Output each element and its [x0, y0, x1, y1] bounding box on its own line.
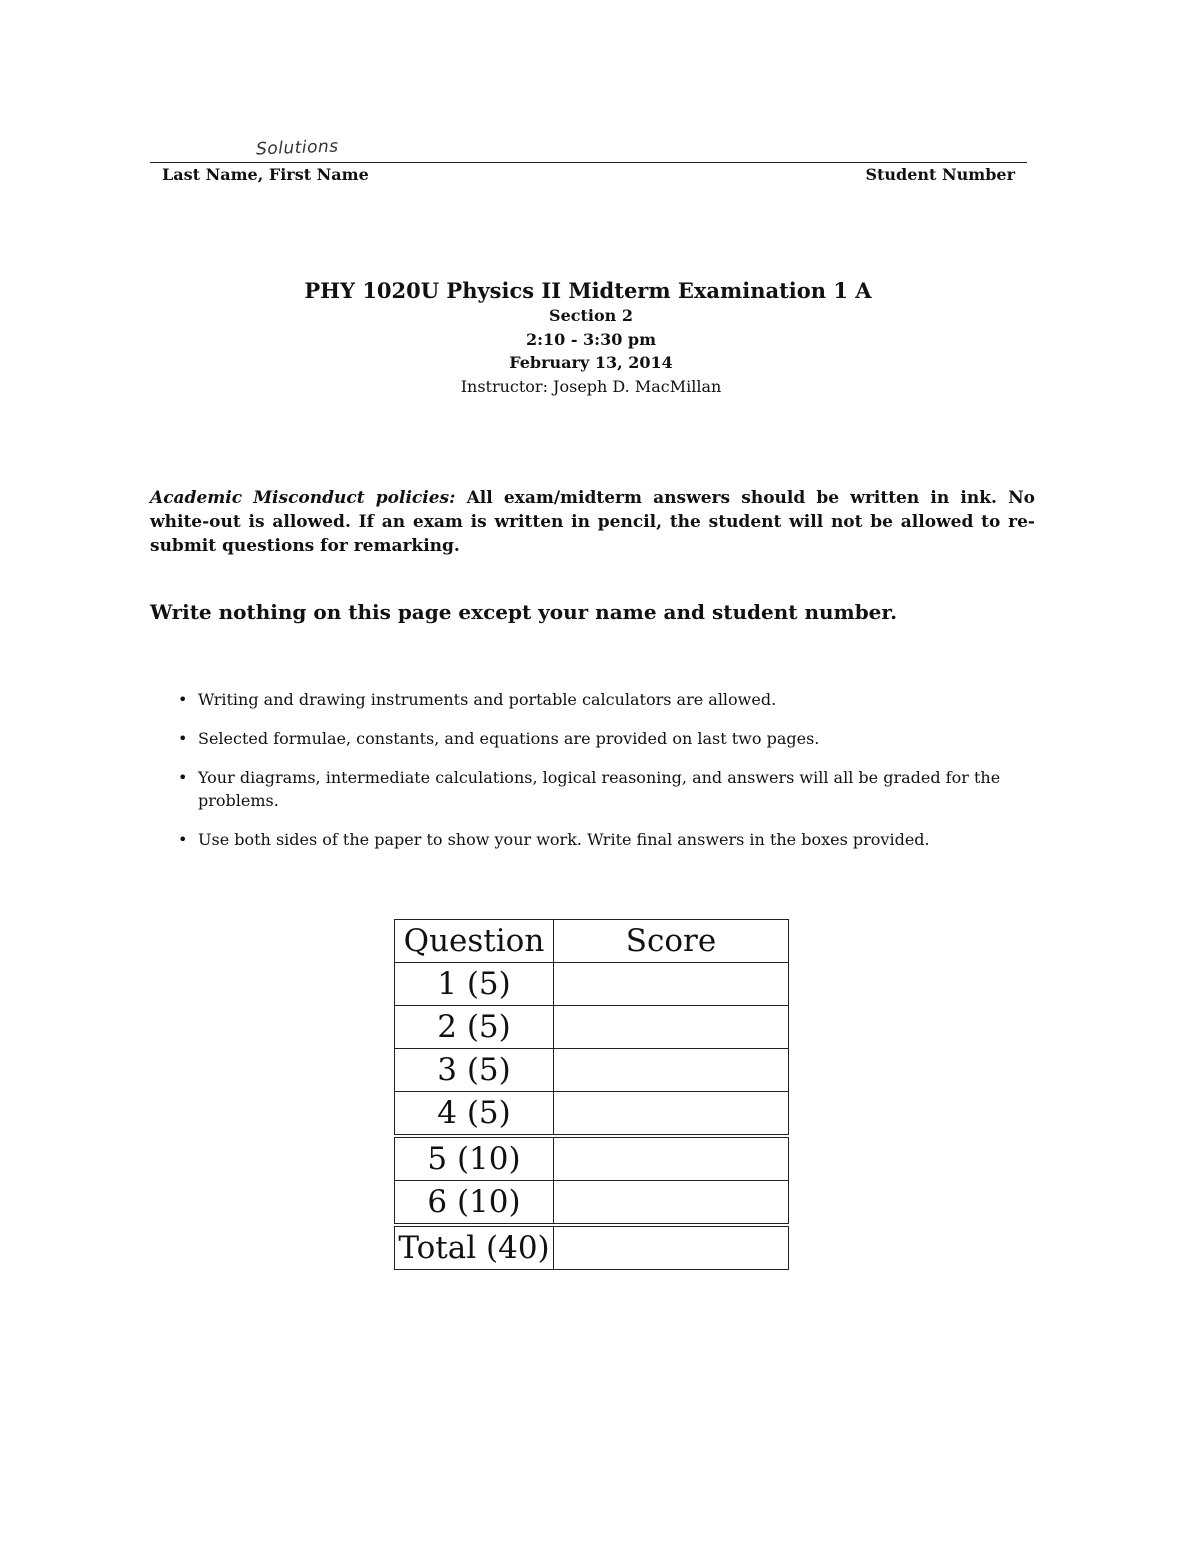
misconduct-policy	[150, 486, 1035, 558]
bullet-text: Your diagrams, intermediate calculations, logical reasoning, and answers will all be graded for the problems.	[198, 768, 1001, 810]
bullet-icon: •	[178, 729, 188, 748]
score-cell	[554, 1181, 789, 1226]
policy-lead: Academic Misconduct policies:	[150, 488, 456, 508]
title-block	[0, 278, 1200, 398]
score-table	[394, 919, 789, 1270]
exam-instructor: Instructor: Joseph D. MacMillan	[460, 376, 722, 396]
handwritten-name: Solutions	[255, 136, 339, 160]
policy-body: All exam/midterm answers should be written in ink. No white-out is allowed. If an exam is written in pencil, the student will not be allowed to re-submit questions for remarking.	[150, 488, 1035, 556]
score-cell	[554, 1092, 789, 1137]
total-cell: Total (40)	[395, 1225, 554, 1270]
name-label: Last Name, First Name	[162, 165, 369, 184]
bullet-text: Writing and drawing instruments and portable calculators are allowed.	[198, 690, 777, 709]
score-cell	[554, 1049, 789, 1092]
write-nothing-notice: Write nothing on this page except your name and student number.	[150, 600, 898, 624]
exam-title: PHY 1020U Physics II Midterm Examination 1 A	[304, 278, 872, 303]
table-row	[395, 1136, 789, 1181]
question-cell: 2 (5)	[395, 1006, 554, 1049]
question-cell: 3 (5)	[395, 1049, 554, 1092]
table-row	[395, 1092, 789, 1137]
instructions-list	[178, 688, 1038, 867]
question-cell: 1 (5)	[395, 963, 554, 1006]
name-line	[150, 162, 1027, 163]
bullet-text: Use both sides of the paper to show your work. Write final answers in the boxes provided.	[198, 830, 930, 849]
bullet-text: Selected formulae, constants, and equations are provided on last two pages.	[198, 729, 820, 748]
score-cell	[554, 963, 789, 1006]
score-cell	[554, 1136, 789, 1181]
table-total-row	[395, 1225, 789, 1270]
table-header-row	[395, 920, 789, 963]
question-cell: 5 (10)	[395, 1136, 554, 1181]
list-item	[178, 766, 1038, 812]
bullet-icon: •	[178, 690, 188, 709]
question-header: Question	[395, 920, 554, 963]
student-number-label: Student Number	[865, 165, 1015, 184]
score-cell	[554, 1006, 789, 1049]
list-item	[178, 727, 1038, 750]
table-row	[395, 963, 789, 1006]
list-item	[178, 688, 1038, 711]
total-score-cell	[554, 1225, 789, 1270]
exam-time: 2:10 - 3:30 pm	[525, 329, 657, 349]
table-row	[395, 1006, 789, 1049]
score-header: Score	[554, 920, 789, 963]
table-row	[395, 1181, 789, 1226]
bullet-icon: •	[178, 830, 188, 849]
exam-date: February 13, 2014	[509, 353, 673, 372]
question-cell: 6 (10)	[395, 1181, 554, 1226]
question-cell: 4 (5)	[395, 1092, 554, 1137]
exam-section: Section 2	[549, 306, 633, 325]
bullet-icon: •	[178, 768, 188, 787]
table-row	[395, 1049, 789, 1092]
list-item	[178, 828, 1038, 851]
